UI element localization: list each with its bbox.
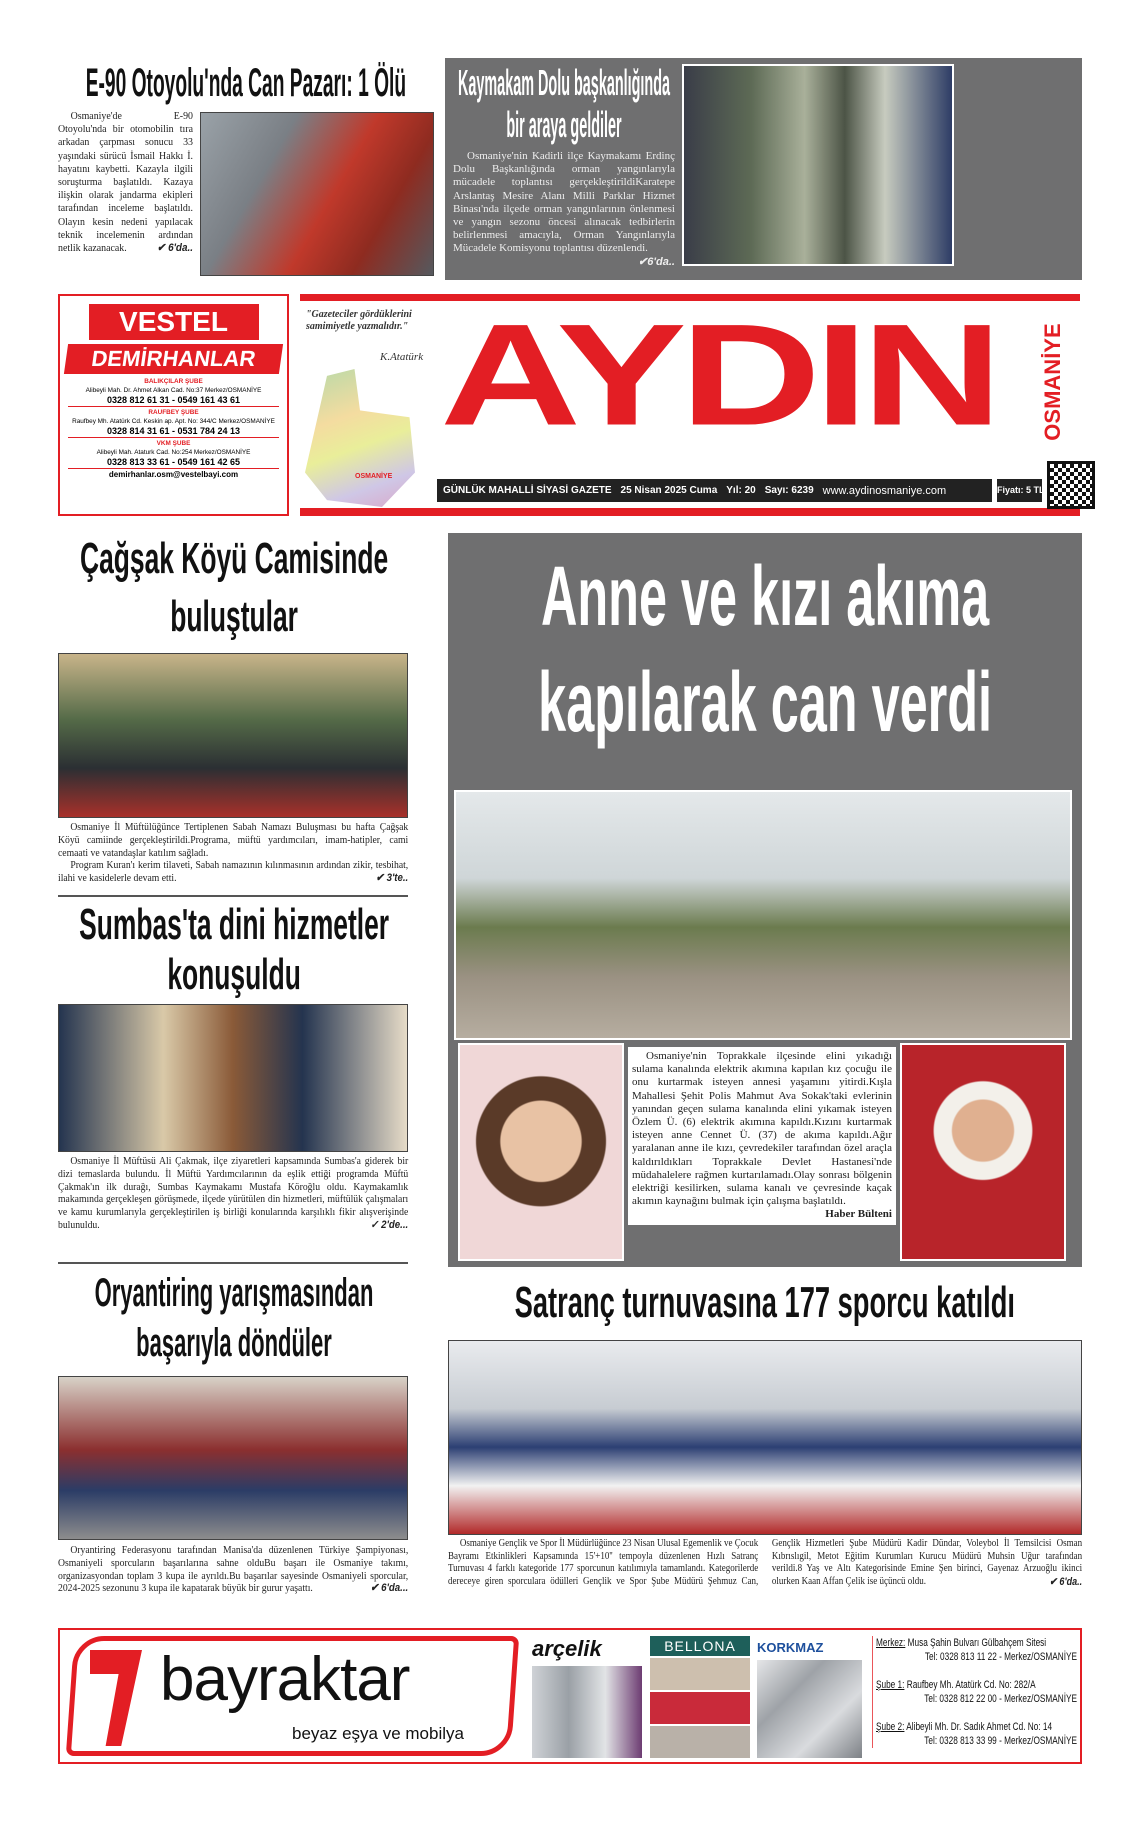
price: Fiyatı: 5 TL.	[997, 479, 1042, 502]
girl-photo	[458, 1043, 624, 1261]
headline-satranc[interactable]: Satranç turnuvasına 177 sporcu katıldı	[514, 1278, 1015, 1327]
divider	[58, 1262, 408, 1264]
osmaniye-map	[305, 369, 415, 507]
tagline: GÜNLÜK MAHALLİ SİYASİ GAZETE	[443, 485, 612, 496]
vestel-ad[interactable]	[58, 294, 289, 516]
accident-scene-photo	[454, 790, 1072, 1040]
article-body: Osmaniye'de E-90 Otoyolu'nda bir otomobilin tıra arkadan çarpması sonucu 33 yaşındaki sürücü İsmail Hakkı İ. hayatını kaybetti. Kazayla ilgili soruşturma başlatıldı. Kazaya ilişkin olarak jandarma ekipleri tarafından inceleme başlatıldı. Olayın kesin nedeni yapılacak teknik incelemenin ardından netlik kazanacak. ✔ 6'da..	[58, 110, 193, 255]
address-list: Merkez: Musa Şahin Bulvarı Gülbahçem Sitesi Tel: 0328 813 11 22 - Merkez/OSMANİYE Şube 1: Raufbey Mh. Atatürk Cd. No: 282/A Tel: 0328 812 22 00 - Merkez/OSMANİYE Şube 2: Alibeyli Mh. Dr. Sadık Ahmet Cd. No: 14 Tel: 0328 813 33 99 - Merkez/OSMANİYE	[872, 1636, 1077, 1748]
headline-oryantiring[interactable]: Oryantiring yarışmasından başarıyla döndüler	[94, 1271, 374, 1365]
email[interactable]: demirhanlar.osm@vestelbayi.com	[108, 470, 239, 479]
headline-sumbas[interactable]: Sumbas'ta dini hizmetler konuşuldu	[79, 900, 390, 999]
newspaper-title: AYDIN	[440, 294, 996, 456]
headline-lead[interactable]: Anne ve kızı akıma kapılarak can verdi	[538, 549, 993, 749]
masthead	[300, 294, 1080, 516]
branch: BALIKÇILAR ŞUBE Alibeyli Mah. Dr. Ahmet Alkan Cad. No:37 Merkez/OSMANİYE 0328 812 61 31 - 0549 161 43 61	[68, 378, 279, 407]
partner-arcelik: arçelik	[532, 1636, 602, 1661]
cookware-image	[757, 1660, 862, 1758]
chess-award-photo	[448, 1340, 1082, 1535]
headline[interactable]: E-90 Otoyolu'nda Can Pazarı: 1 Ölü	[85, 61, 407, 105]
branch: VKM ŞUBE Alibeyli Mah. Ataturk Cad. No:254 Merkez/OSMANİYE 0328 813 33 61 - 0549 161 42 65	[68, 440, 279, 469]
branch-list	[60, 378, 287, 480]
dealer-name: DEMİRHANLAR	[64, 344, 283, 374]
website[interactable]: www.aydinosmaniye.com	[822, 484, 947, 497]
qr-code-icon	[1047, 461, 1095, 509]
article-body-satranc: Osmaniye Gençlik ve Spor İl Müdürlüğünce 23 Nisan Ulusal Egemenlik ve Çocuk Bayramı Etkinlikleri Kapsamında 15'+10'' tempoyla düzenlenen Hızlı Satranç Turnuvası 4 farklı kategoride 177 sporcunun katılımıyla tamamlandı. Kategorilerde dereceye giren sporculara ödülleri Gençlik ve Spor Şube Müdürü Şehmuz Can, Gençlik Hizmetleri Şube Müdürü Kadir Dündar, Voleybol İl Temsilcisi Osman Kıbrıslıgil, Metot Eğitim Kurumları Kurucu Müdürü Muhsin Uğur tarafından verildi.8 Yaş ve Altı Kategorisinde Emine Şen birinci, Gayenaz Arzuoğlu ikinci olurken Kaan Affan Çelik ise üçüncü oldu. ✔ 6'da..	[448, 1538, 1083, 1588]
headline[interactable]: Kaymakam Dolu başkanlığında bir araya geldiler	[457, 62, 671, 145]
headline-cagsak[interactable]: Çağşak Köyü Camisinde buluştular	[80, 534, 389, 641]
ataturk-quote: "Gazeteciler gördüklerini samimiyetle yazmalıdır."	[306, 309, 412, 332]
story-kaymakam	[445, 58, 1082, 280]
signature: K.Atatürk	[380, 351, 424, 363]
map-label: OSMANİYE	[355, 473, 393, 480]
city-vertical: OSMANİYE	[1040, 323, 1065, 441]
partner-bellona: BELLONA	[650, 1636, 750, 1656]
lead-story	[448, 533, 1082, 1267]
partner-korkmaz: KORKMAZ	[757, 1640, 824, 1655]
mosque-photo	[58, 653, 408, 818]
issue-date: 25 Nisan 2025 Cuma	[620, 485, 718, 496]
vestel-logo: VESTEL	[89, 304, 259, 340]
year: Yıl: 20	[726, 485, 756, 496]
story-e90	[58, 58, 434, 280]
meeting-photo	[682, 64, 954, 266]
accident-photo	[200, 112, 434, 276]
branch: RAUFBEY ŞUBE Raufbey Mh. Atatürk Cd. Keskin ap. Apt. No: 344/C Merkez/OSMANİYE 0328 814 31 61 - 0531 784 24 13	[68, 409, 279, 438]
mother-photo	[900, 1043, 1066, 1261]
article-body-sumbas: Osmaniye İl Müftüsü Ali Çakmak, ilçe ziyaretleri kapsamında Sumbas'a giderek bir dizi temaslarda bulundu. İl Müftü Yardımcılarının da eşlik ettiği programda Müftü Çakmak'ın ilk durağı, Sumbas Kaymakamı Mustafa Köroğlu oldu. Kaymakamlık makamında gerçekleşen görüşmede, ilçede yürütülen din hizmetleri, müftülük çalışmaları ve kamu kurumlarıyla gerçekleştirilen iş birliği konularında karşılıklı fikir alışverişinde bulunuldu. ✓ 2'de...	[58, 1155, 409, 1231]
article-body-lead: Osmaniye'nin Toprakkale ilçesinde elini yıkadığı sulama kanalında elektrik akımına kapılan kız çocuğu ile onu kurtarmak isteyen annesi yaşamını yitirdi.Kışla Mahallesi Şehit Polis Mahmut Ava Sokak'taki evlerinin yanından geçen sulama kanalında elini yıkamak isteyen Özlem Ü. (6) elektrik akımına kapıldı.Kızını kurtarmak isteyen anne Cennet Ü. (37) de akıma kapıldı.Ağır yaralanan anne ile kızı, çevredekiler tarafından özel araçla kaldırıldıkları Toprakkale Devlet Hastanesi'nde müdahalelere rağmen kurtarılamadı.Olay sonrası bölgenin elektriği kesilirken, sulama kanalı ve çevresinde kaçak akımın kaynağını bulmak için çalışma başlatıldı. Haber Bülteni	[628, 1047, 896, 1225]
divider	[58, 895, 408, 897]
appliances-image	[532, 1666, 642, 1758]
bayraktar-ad[interactable]	[58, 1628, 1082, 1764]
athletes-photo	[58, 1376, 408, 1540]
article-body-cagsak: Osmaniye İl Müftülüğünce Tertiplenen Sabah Namazı Buluşması bu hafta Çağşak Köyü camiinde gerçekleştirildi.Programa, müftü yardımcıları, imam-hatipler, cami cemaati ve vatandaşlar katılım sağladı. Program Kuran'ı kerim tilaveti, Sabah namazının kılınmasının ardından zikir, tesbihat, ilahi ve kasidelerle devam etti. ✔ 3'te..	[58, 821, 409, 885]
brand-name: bayraktar	[160, 1645, 410, 1714]
info-bar	[437, 479, 992, 502]
issue-number: Sayı: 6239	[764, 485, 814, 496]
article-body-oryantiring: Oryantiring Federasyonu tarafından Manisa'da düzenlenen Türkiye Şampiyonası, Osmaniyeli sporcuların başarılarına sahne olduBu başarı ile Osmaniye takımı, organizasyondan toplam 3 kupa ile ayrıldı.Bu başarılar sayesinde Osmaniyeli sporcular, 2024-2025 sezonunu 3 kupa ile kapatarak büyük bir gurur yaşattı. ✔ 6'da...	[58, 1544, 409, 1595]
furniture-image	[650, 1658, 750, 1758]
office-visit-photo	[58, 1004, 408, 1152]
slogan: beyaz eşya ve mobilya	[292, 1724, 464, 1743]
article-body: Osmaniye'nin Kadirli ilçe Kaymakamı Erdinç Dolu Başkanlığında orman yangınlarıyla mücadele toplantısı gerçekleştirildiKaratepe Arslantaş Mesire Alanı Milli Parklar Hizmet Binası'nda ilçede orman yangınlarının önlenmesi ve yangın sezonu öncesi alınacak tedbirlerin belirlenmesi amacıyla, Orman Yangınlarıyla Mücadele Komisyonu toplantısı düzenlendi. ✔6'da..	[453, 150, 675, 268]
